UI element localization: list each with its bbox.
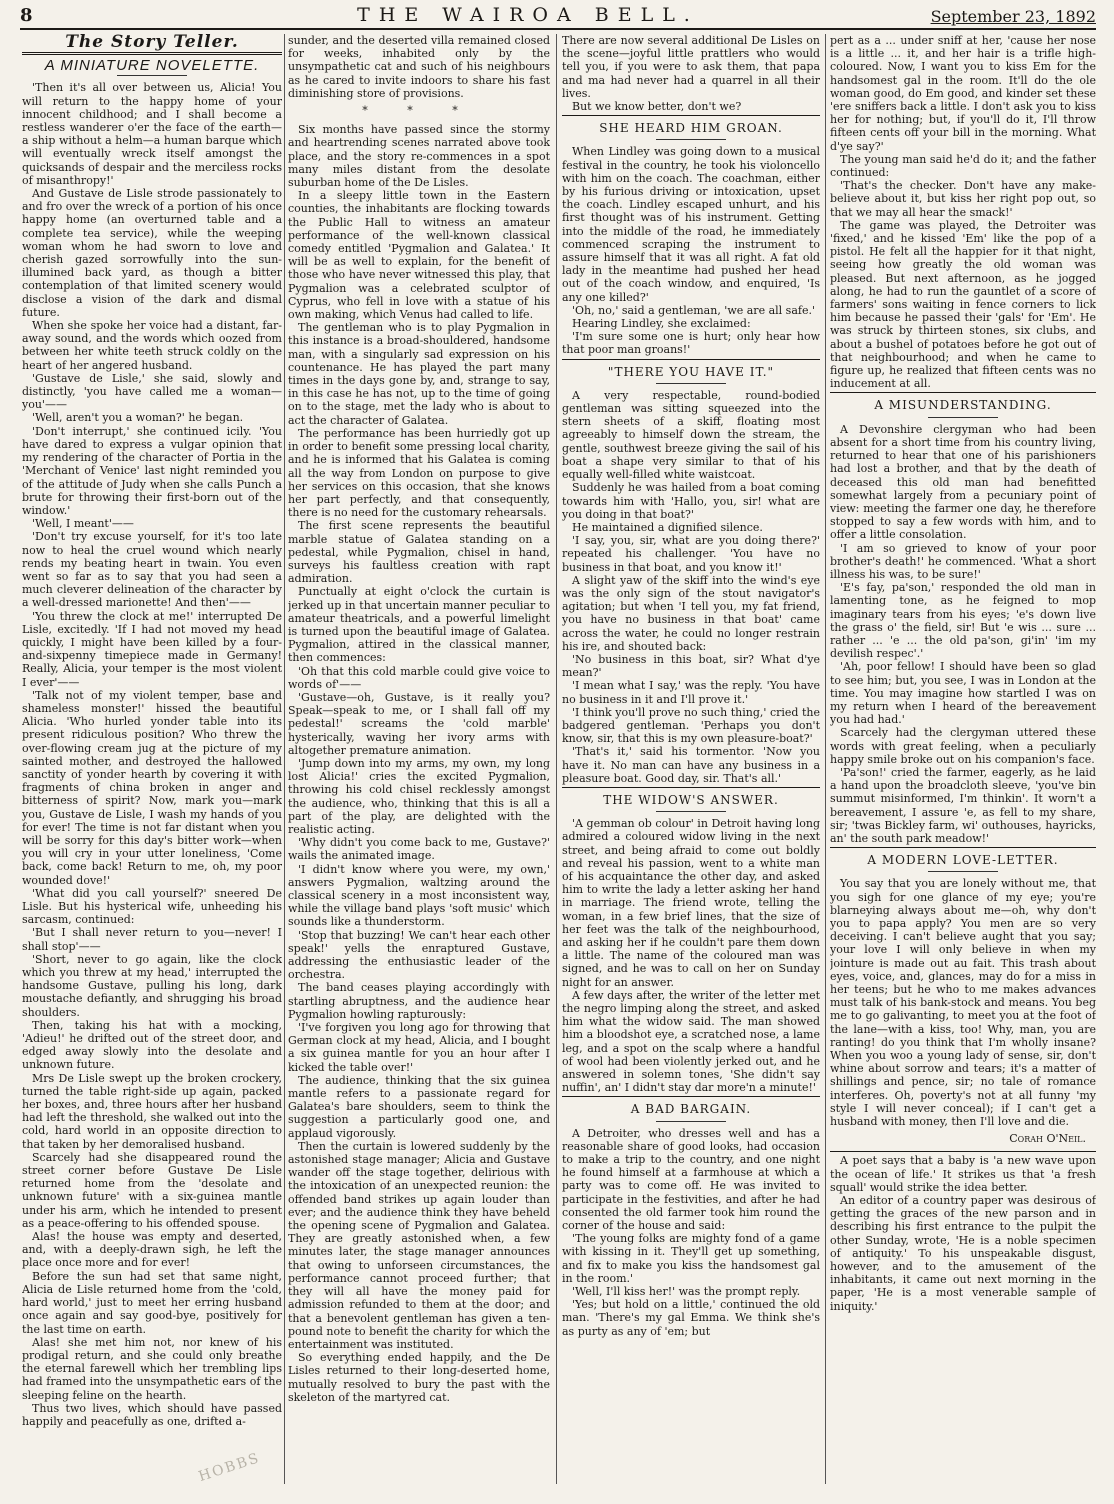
column-rule — [556, 34, 557, 1484]
paragraph: 'Oh that this cold marble could give voice to words of'—— — [288, 664, 550, 691]
paragraph: 'Well, I'll kiss her!' was the prompt reply. — [572, 1285, 801, 1299]
paragraph: He maintained a dignified silence. — [572, 520, 763, 534]
story-title: "THERE YOU HAVE IT." — [607, 364, 775, 379]
paragraph: 'Well, aren't you a woman?' he began. — [32, 411, 244, 425]
paragraph: 'Don't try excuse yourself, for it's too late now to heal the cruel wound which nearly rends my beating heart in twain. You even went so far as to say that you had seen a much cleverer delineation of the character by a well-dressed marionette! And then'—— — [22, 530, 282, 610]
story-body — [562, 1127, 820, 1338]
section-break: * * * — [362, 104, 476, 118]
paragraph: 'Yes; but hold on a little,' continued the old man. 'There's my gal Emma. We think she's as purty as any of 'em; but — [562, 1298, 820, 1338]
story-title: A MINIATURE NOVELETTE. — [44, 57, 260, 75]
story-title: A MISUNDERSTANDING. — [874, 398, 1052, 413]
paragraph: 'No business in this boat, sir? What d'ye mean?' — [562, 652, 820, 680]
masthead — [20, 2, 1096, 30]
divider — [656, 811, 726, 812]
paragraph: There are now several additional De Lisles on the scene—joyful little prattlers who would tell you, if you were to ask them, that papa and ma had never had a quarrel in all their lives. — [562, 34, 820, 100]
paragraph: 'But I shall never return to you—never! I shall stop'—— — [22, 926, 282, 953]
paragraph: 'I say, you, sir, what are you doing there?' repeated his challenger. 'You have no business in that boat, and you know it!' — [562, 534, 820, 574]
paragraph: A Devonshire clergyman who had been absent for a short time from his country living, returned to hear that one of his parishioners had lost a brother, and that by the death of deceased this old man had benefitted somewhat largely from a pecuniary point of view: meeting the farmer one day, he therefore stopped to say a few words with him, and to offer a little consolation. — [830, 422, 1096, 542]
divider — [656, 139, 726, 140]
paragraph: The band ceases playing accordingly with startling abruptness, and the audience hear Pygmalion howling rapturously: — [288, 981, 550, 1021]
paragraph: 'That's the checker. Don't have any make-believe about it, but kiss her right pop out, so that we may all hear the smack!' — [830, 179, 1096, 219]
paragraph: So everything ended happily, and the De Lisles returned to their long-deserted home, mutually resolved to bury the past with the skeleton of the martyred cat. — [288, 1351, 550, 1404]
paragraph: Alas! the house was empty and deserted, and, with a deeply-drawn sigh, he left the place once more and for ever! — [22, 1230, 282, 1270]
paragraph: When she spoke her voice had a distant, far-away sound, and the words which oozed from between her white teeth struck coldly on the heart of her angered husband. — [22, 319, 282, 372]
paragraph: Then, taking his hat with a mocking, 'Adieu!' he drifted out of the street door, and edged away slowly into the desolate and unknown future. — [22, 1018, 282, 1072]
divider — [656, 1121, 726, 1122]
story-body — [830, 1154, 1096, 1312]
story-title: THE WIDOW'S ANSWER. — [603, 792, 779, 807]
paragraph: A very respectable, round-bodied gentleman was sitting squeezed into the stern sheets of a skiff, floating most agreeably to himself down the stream, the gentle, southwest breeze giving the sail of his boat a shape very similar to that of his equally well-filled white waistcoat. — [562, 388, 820, 482]
column-1 — [22, 34, 282, 1484]
paragraph: 'I didn't know where you were, my own,' answers Pygmalion, waltzing around the classical scenery in a most inconsistent way, while the village band plays 'soft music' which sounds like a thunderstorm. — [288, 862, 550, 929]
divider — [562, 1096, 820, 1097]
paragraph: When Lindley was going down to a musical festival in the country, he took his violoncello with him on the coach. The coachman, either by his furious driving or intoxication, upset the coach. Lindley escaped unhurt, and his first thought was of his instrument. Getting into the middle of the road, he immediately commenced scraping the instrument to assure himself that it was all right. A fat old lady in the meantime had pushed her head out of the coach window, and enquired, 'Is any one killed?' — [562, 145, 820, 304]
story-body — [830, 423, 1096, 846]
divider — [562, 115, 820, 116]
paragraph: 'Gustave de Lisle,' she said, slowly and distinctly, 'you have called me a woman—you'—— — [22, 371, 282, 412]
paragraph: The performance has been hurriedly got up in order to benefit some pressing local charity, and he is informed that his Galatea is coming all the way from London on purpose to give her services on this occasion, that she knows her part perfectly, and that consequently, there is no need for the customary rehearsals. — [288, 426, 550, 520]
paragraph: 'Gustave—oh, Gustave, is it really you? Speak—speak to me, or I shall fall off my pedestal!' screams the 'cold marble' hysterically, waving her ivory arms with altogether premature animation. — [288, 690, 550, 757]
paragraph: Scarcely had the clergyman uttered these words with great feeling, when a peculiarly happy smile broke out on his companion's face. — [830, 726, 1096, 766]
paragraph: But we know better, don't we? — [572, 100, 742, 114]
story-body-continued — [288, 34, 550, 100]
story-body — [562, 145, 820, 356]
paragraph: 'Talk not of my violent temper, base and shameless monster!' hissed the beautiful Alicia. 'Who hurled yonder table into its present ridiculous position? Who threw the over-flowing cream jug at the picture of my sainted mother, and destroyed the hallowed sanctity of yonder hearth by covering it with fragments of china broken in anger and bitterness of spirit? Now, mark you—mark you, Gustave de Lisle, I wash my hands of you for ever! The time is not far distant when you will be sorry for this day's bitter work—when you will cry in your utter loneliness, 'Come back, come back! Return to me, oh, my poor wounded dove!' — [22, 688, 282, 887]
issue-date: September 23, 1892 — [930, 7, 1096, 26]
paragraph: The young man said he'd do it; and the father continued: — [830, 152, 1096, 180]
paragraph: The audience, thinking that the six guinea mantle refers to a passionate regard for Galatea's bare shoulders, seem to think the suggestion a particularly good one, and applaud vigorously. — [288, 1073, 550, 1140]
paragraph: 'Well, I meant'—— — [32, 517, 134, 531]
library-stamp: HOBBS — [196, 1450, 263, 1486]
paragraph: And Gustave de Lisle strode passionately to and fro over the wreck of a portion of his once happy home (an overturned table and a complete tea service), while the weeping woman whom he had sworn to love and cherish gazed sorrowfully into the sun-illumined back yard, as though a bitter contemplation of that limited scenery would disclose a vision of the dark and dismal future. — [22, 187, 282, 319]
paragraph: Punctually at eight o'clock the curtain is jerked up in that uncertain manner peculiar to amateur theatricals, and a powerful limelight is turned upon the beautiful image of Galatea. Pygmalion, attired in the classical manner, then commences: — [288, 585, 550, 665]
paragraph: 'That's it,' said his tormentor. 'Now you have it. No man can have any business in a pleasure boat. Good day, sir. That's all.' — [562, 745, 820, 785]
author-signature: Corah O'Neil. — [1009, 1132, 1086, 1146]
paragraph: A slight yaw of the skiff into the wind's eye was the only sign of the stout navigator's agitation; but when 'I tell you, my fat friend, you have no business in that boat' came across the water, he could no longer restrain his ire, and shouted back: — [562, 573, 820, 653]
column-2 — [288, 34, 550, 1484]
newspaper-title: THE WAIROA BELL. — [357, 4, 699, 26]
paragraph: You say that you are lonely without me, that you sigh for one glance of my eye; you're blarneying always about me—oh, why don't you to papa apply? You men are so very deceiving. I can't believe aught that you say; your love I will only believe in when my jointure is made out au fait. This trash about eyes, voice, and, glances, may do for a miss in her teens; but he who to me makes advances must talk of his bank-stock and means. You beg me to go galivanting, to meet you at the foot of the lane—with a kiss, too! Why, man, you are ranting! do you think that I'm wholly insane? When you woo a young lady of sense, sir, don't whine about sorrow and tears; it's a matter of shillings and pence, sir; no tale of romance interferes. Oh, poverty's not at all funny 'my style I will never conceal); if I can't get a husband with money, then I'll love and die. — [830, 877, 1096, 1129]
page-number: 8 — [20, 5, 33, 26]
divider — [117, 75, 187, 76]
paragraph: Then the curtain is lowered suddenly by the astonished stage manager; Alicia and Gustave wander off the stage together, delirious with the intoxication of an unexpected reunion: the offended band strikes up again louder than ever; and the audience think they have beheld the opening scene of Pygmalion and Galatea. They are greatly astonished when, a few minutes later, the stage manager announces that owing to unforseen circumstances, the performance cannot proceed further; that they will all have the money paid for admission refunded to them at the door; and that a benevolent gentleman has given a ten-pound note to benefit the charity for which the entertainment was instituted. — [288, 1139, 550, 1351]
paragraph: The game was played, the Detroiter was 'fixed,' and he kissed 'Em' like the pop of a pistol. He felt all the happier for it that night, seeing how greatly the old woman was pleased. But next afternoon, as he jogged along, he had to run the gauntlet of a score of farmers' sons waiting in fence corners to lick him because he passed their 'gals' for 'Em'. He was struck by thirteen stones, six clubs, and about a bushel of potatoes before he got out of that neighbourhood; and when he came to figure up, he realized that fifteen cents was no inducement at all. — [830, 218, 1096, 391]
divider — [830, 1151, 1096, 1152]
paragraph: 'Ah, poor fellow! I should have been so glad to see him; but, you see, I was in London at the time. You may imagine how startled I was on my return when I heard of the bereavement you had had.' — [830, 660, 1096, 727]
divider — [830, 392, 1096, 393]
paragraph: 'Then it's all over between us, Alicia! You will return to the happy home of your innocent childhood; and I shall become a restless wanderer o'er the face of the earth—a ship without a helm—a human barque which will eventually wreck itself amongst the quicksands of despair and the merciless rocks of misanthropy!' — [22, 81, 282, 187]
paragraph: A poet says that a baby is 'a new wave upon the ocean of life.' It strikes us that 'a fresh squall' would strike the idea better. — [830, 1154, 1096, 1194]
paragraph: 'Jump down into my arms, my own, my long lost Alicia!' cries the excited Pygmalion, throwing his cold chisel recklessly amongst the audience, who, thinking that this is all a part of the play, are delighted with the realistic acting. — [288, 756, 550, 836]
paragraph: An editor of a country paper was desirous of getting the graces of the new parson and in describing his first entrance to the pulpit the other Sunday, wrote, 'He is a noble specimen of antiquity.' To his unspeakable disgust, however, and to the amusement of the inhabitants, it came out next morning in the paper, 'He is a most venerable sample of iniquity.' — [830, 1194, 1096, 1313]
paragraph: 'You threw the clock at me!' interrupted De Lisle, excitedly. 'If I had not moved my head quickly, I might have been killed by a four-and-sixpenny timepiece made in Germany! Really, Alicia, your temper is the most violent I ever'—— — [22, 609, 282, 689]
story-title: SHE HEARD HIM GROAN. — [599, 121, 783, 136]
paragraph: A few days after, the writer of the letter met the negro limping along the street, and asked him what the widow said. The man showed him a bloodshot eye, a scratched nose, a lame leg, and a spot on the scalp where a handful of wool had been violently jerked out, and he answered in solemn tones, 'She didn't say nuffin', an' I didn't stay dar more'n a minute!' — [562, 988, 820, 1095]
story-title: A MODERN LOVE-LETTER. — [867, 853, 1059, 868]
divider — [928, 871, 998, 872]
paragraph: A Detroiter, who dresses well and has a reasonable share of good looks, had occasion to make a trip to the country, and one night he found himself at a farmhouse at which a party was to come off. He was invited to participate in the festivities, and after he had consented the old farmer took him round the corner of the house and said: — [562, 1126, 820, 1233]
section-title: The Story Teller. — [65, 34, 239, 52]
paragraph: 'I mean what I say,' was the reply. 'You have no business in it and I'll prove it.' — [562, 679, 820, 706]
paragraph: In a sleepy little town in the Eastern counties, the inhabitants are flocking towards the Public Hall to witness an amateur performance of the well-known classical comedy entitled 'Pygmalion and Galatea.' It will be as well to explain, for the benefit of those who have never witnessed this play, that Pygmalion was a celebrated sculptor of Cyprus, who fell in love with a statue of his own making, which Venus had called to life. — [288, 189, 550, 322]
paragraph: The gentleman who is to play Pygmalion in this instance is a broad-shouldered, handsome man, with a singularly sad expression on his countenance. He has played the part many times in the days gone by, and, strange to say, in this case he has not, up to the time of going on to the stage, met the lady who is about to act the character of Galatea. — [288, 321, 550, 427]
story-body — [830, 877, 1096, 1128]
paragraph: 'I'm sure some one is hurt; only hear how that poor man groans!' — [562, 330, 820, 357]
paragraph: 'A gemman ob colour' in Detroit having long admired a coloured widow living in the next street, and being afraid to come out boldly and reveal his passion, went to a white man of his acquaintance the other day, and asked him to write the lady a letter asking her hand in marriage. The friend wrote, telling the woman, in a few brief lines, that the size of her feet was the talk of the neighbourhood, and asking her if he couldn't pare them down a little. The name of the coloured man was signed, and he was to call on her on Sunday night for an answer. — [562, 817, 820, 989]
paragraph: The first scene represents the beautiful marble statue of Galatea standing on a pedestal, while Pygmalion, chisel in hand, surveys his faultless creation with rapt admiration. — [288, 519, 550, 586]
paragraph: 'I've forgiven you long ago for throwing that German clock at my head, Alicia, and I bought a six guinea mantle for you an hour after I kicked the table over!' — [288, 1021, 550, 1074]
paragraph: pert as a ... under sniff at her, 'cause her nose is a little ... it, and her hair is a trifle high-coloured. Now, I want you to kiss Em for the handsomest gal in the room. It'll do the ole woman good, do Em good, and kinder set these 'ere sniffers back a little. I don't ask you to kiss her for nothing; but, if you'll do it, I'll throw fifteen cents off your bill in the morning. What d'ye say?' — [830, 34, 1096, 153]
column-4 — [830, 34, 1096, 1484]
story-body — [288, 123, 550, 1404]
story-body-continued — [562, 34, 820, 113]
paragraph: 'The young folks are mighty fond of a game with kissing in it. They'll get up something, and fix to make you kiss the handsomest gal in the room.' — [562, 1232, 820, 1285]
divider — [22, 52, 282, 55]
story-body — [562, 817, 820, 1094]
paragraph: 'E's fay, pa'son,' responded the old man in lamenting tone, as he feigned to mop imaginary tears from his eyes; 'e's down live the grass o' the field, sir! But 'e wis ... sure ... rather ... 'e ... the old pa'son, gi'in' 'im my devilish respec'.' — [830, 581, 1096, 661]
divider — [928, 417, 998, 418]
paragraph: Thus two lives, which should have passed happily and peacefully as one, drifted a- — [22, 1401, 282, 1428]
paragraph: Scarcely had she disappeared round the street corner before Gustave De Lisle returned home from the 'desolate and unknown future' with a six-guinea mantle under his arm, which he intended to present as a peace-offering to his offended spouse. — [22, 1150, 282, 1230]
paragraph: Suddenly he was hailed from a boat coming towards him with 'Hallo, you, sir! what are you doing in that boat?' — [562, 481, 820, 521]
paragraph: 'Pa'son!' cried the farmer, eagerly, as he laid a hand upon the broadcloth sleeve, 'you've bin summut misinformed, I'm thinkin'. It worn't a bereavement, I assure 'e, as fell to my share, sir; 'twas Bickley farm, wi' outhouses, hayricks, an' the south park meadow!' — [830, 765, 1096, 845]
paragraph: Hearing Lindley, she exclaimed: — [572, 317, 751, 331]
divider — [656, 383, 726, 384]
paragraph: 'Don't interrupt,' she continued icily. 'You have dared to express a vulgar opinion that my rendering of the character of Portia in the 'Merchant of Venice' last night reminded you of the attitude of Judy when she calls Punch a brute for throwing their first-born out of the window.' — [22, 424, 282, 517]
column-rule — [284, 34, 285, 1484]
paragraph: 'Why didn't you come back to me, Gustave?' wails the animated image. — [288, 836, 550, 863]
paragraph: sunder, and the deserted villa remained closed for weeks, inhabited only by the unsympathetic cat and such of his neighbours as he cared to invite indoors to share his fast diminishing store of provisions. — [288, 34, 550, 100]
paragraph: 'Short, never to go again, like the clock which you threw at my head,' interrupted the handsome Gustave, pulling his long, dark moustache defiantly, and shrugging his broad shoulders. — [22, 952, 282, 1019]
paragraph: 'Oh, no,' said a gentleman, 'we are all safe.' — [572, 303, 815, 317]
divider — [562, 359, 820, 360]
column-rule — [825, 34, 826, 1484]
paragraph: 'What did you call yourself?' sneered De Lisle. But his hysterical wife, unheeding his sarcasm, continued: — [22, 886, 282, 927]
story-body — [562, 389, 820, 785]
paragraph: Before the sun had set that same night, Alicia de Lisle returned home from the 'cold, hard world,' just to meet her erring husband once again and say good-bye, positively for the last time on earth. — [22, 1269, 282, 1336]
column-3 — [562, 34, 820, 1484]
story-body-continued — [830, 34, 1096, 390]
story-body — [22, 81, 282, 1428]
paragraph: Six months have passed since the stormy and heartrending scenes narrated above took place, and the story re-commences in a spot many miles distant from the desolate suburban home of the De Lisles. — [288, 123, 550, 190]
paragraph: 'I am so grieved to know of your poor brother's death!' he commenced. 'What a short illness his was, to be sure!' — [830, 541, 1096, 581]
divider — [830, 847, 1096, 848]
story-title: A BAD BARGAIN. — [630, 1102, 752, 1117]
paragraph: 'Stop that buzzing! We can't hear each other speak!' yells the enraptured Gustave, addressing the enthusiastic leader of the orchestra. — [288, 928, 550, 982]
paragraph: 'I think you'll prove no such thing,' cried the badgered gentleman. 'Perhaps you don't know, sir, that this is my own pleasure-boat?' — [562, 705, 820, 746]
paragraph: Alas! she met him not, nor knew of his prodigal return, and she could only breathe the eternal farewell which her trembling lips had framed into the unsympathetic ears of the sleeping feline on the hearth. — [22, 1335, 282, 1402]
divider — [562, 787, 820, 788]
paragraph: Mrs De Lisle swept up the broken crockery, turned the table right-side up again, packed her boxes, and, three hours after her husband had left the threshold, she walked out into the cold, hard world in an opposite direction to that taken by her demoralised husband. — [22, 1071, 282, 1151]
